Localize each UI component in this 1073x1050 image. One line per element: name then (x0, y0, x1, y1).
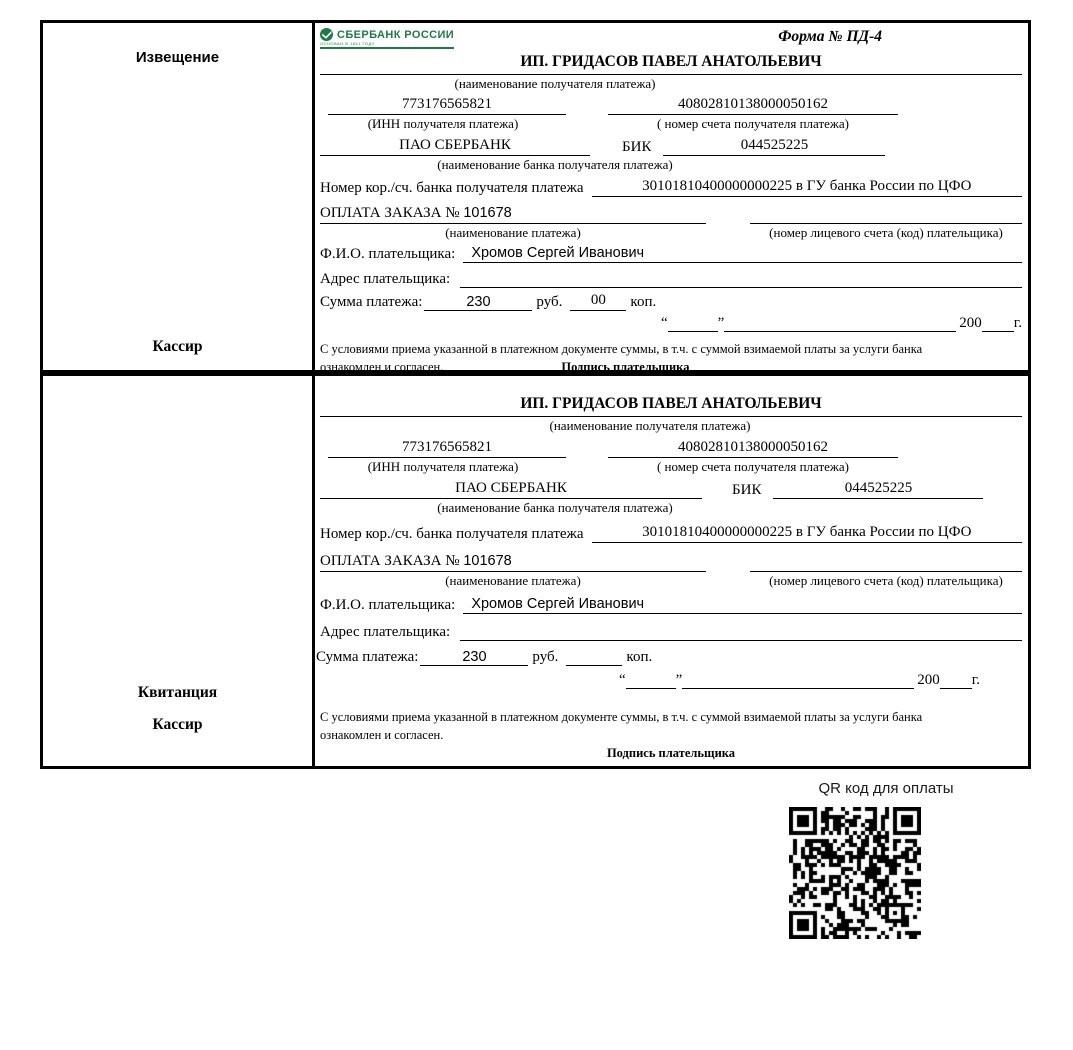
receipt-side-label: Квитанция (137, 684, 218, 701)
rub-label: руб. (532, 649, 559, 665)
bank-name-value: ПАО СБЕРБАНК (320, 480, 702, 499)
qr-code-image (789, 807, 921, 939)
amount-kop-value: 00 (570, 292, 626, 311)
payment-name-field (320, 205, 706, 224)
bank-hint: (наименование банка получателя платежа) (437, 157, 673, 172)
sum-label: Сумма платежа: (316, 649, 419, 665)
notice-side-column (43, 23, 315, 370)
kop-label: коп. (626, 649, 653, 665)
quote-open: “ (618, 672, 626, 688)
payer-code-hint: (номер лицевого счета (код) плательщика) (769, 573, 1003, 588)
corr-account-label: Номер кор./сч. банка получателя платежа (320, 526, 584, 542)
notice-cashier-label: Кассир (152, 338, 203, 355)
inn-value: 773176565821 (328, 96, 566, 115)
payment-name-field (320, 553, 706, 572)
payer-address-value (460, 620, 1022, 641)
recipient-name: ИП. ГРИДАСОВ ПАВЕЛ АНАТОЛЬЕВИЧ (320, 395, 1022, 417)
receipt-section (40, 373, 1031, 769)
order-number: 101678 (463, 553, 512, 569)
signature-label: Подпись плательщика (561, 359, 690, 374)
payer-address-label: Адрес плательщика: (320, 624, 451, 640)
recipient-name: ИП. ГРИДАСОВ ПАВЕЛ АНАТОЛЬЕВИЧ (320, 53, 1022, 75)
notice-section (40, 20, 1031, 373)
payment-name-prefix: ОПЛАТА ЗАКАЗА № (320, 205, 460, 221)
agreement-text (320, 341, 1022, 376)
account-value: 40802810138000050162 (608, 96, 898, 115)
inn-value: 773176565821 (328, 439, 566, 458)
signature-label: Подпись плательщика (606, 746, 736, 760)
quote-close: ” (675, 672, 683, 688)
receipt-cashier-label: Кассир (152, 716, 203, 733)
order-number: 101678 (463, 205, 512, 221)
kop-label: коп. (630, 294, 657, 310)
account-hint: ( номер счета получателя платежа) (656, 459, 850, 474)
recipient-hint: (наименование получателя платежа) (549, 418, 751, 433)
year-prefix: 200 (959, 315, 982, 331)
sberbank-logo (320, 28, 454, 49)
inn-hint: (ИНН получателя платежа) (367, 459, 519, 474)
corr-account-value: 30101810400000000225 в ГУ банка России по ЦФО (592, 178, 1022, 197)
payment-name-hint: (наименование платежа) (445, 225, 581, 240)
sberbank-logo-tagline: ОСНОВАН В 1841 ГОДУ (320, 41, 375, 46)
payment-name-prefix: ОПЛАТА ЗАКАЗА № (320, 553, 460, 569)
agreement-line2: ознакомлен и согласен. (320, 727, 444, 742)
amount-kop-value (566, 647, 622, 666)
payer-fio-value: Хромов Сергей Иванович (463, 245, 1022, 263)
payer-fio-label: Ф.И.О. плательщика: (320, 246, 456, 262)
account-value: 40802810138000050162 (608, 439, 898, 458)
recipient-hint: (наименование получателя платежа) (454, 76, 656, 91)
year-suffix: г. (971, 672, 980, 688)
year-blank (982, 314, 1014, 332)
sberbank-emblem-icon (320, 28, 333, 41)
sum-label: Сумма платежа: (320, 294, 423, 310)
inn-hint: (ИНН получателя платежа) (367, 116, 519, 131)
notice-content (315, 23, 1028, 374)
rub-label: руб. (536, 294, 563, 310)
amount-rub-value: 230 (424, 294, 532, 311)
form-number: Форма № ПД-4 (778, 28, 882, 45)
agreement-text (320, 709, 1022, 744)
payer-code-hint: (номер лицевого счета (код) плательщика) (769, 225, 1003, 240)
account-hint: ( номер счета получателя платежа) (656, 116, 850, 131)
payment-form-pd4 (40, 20, 1031, 769)
amount-rub-value: 230 (420, 649, 528, 666)
quote-close: ” (717, 315, 725, 331)
date-day-blank (668, 314, 718, 332)
payer-address-value (460, 267, 1022, 288)
year-blank (940, 671, 972, 689)
qr-label: QR код для оплаты (818, 780, 954, 797)
sberbank-logo-text: СБЕРБАНК РОССИИ (337, 28, 455, 41)
date-month-blank (682, 671, 914, 689)
receipt-side-column (43, 376, 315, 766)
agreement-line1: С условиями приема указанной в платежном документе суммы, в т.ч. с суммой взимаемой платы за услуги банка (320, 342, 923, 356)
date-month-blank (724, 314, 956, 332)
date-line (320, 671, 1022, 689)
notice-side-label: Извещение (135, 49, 220, 66)
bank-hint: (наименование банка получателя платежа) (437, 500, 673, 515)
payer-code-field (750, 204, 1022, 224)
date-day-blank (626, 671, 676, 689)
corr-account-label: Номер кор./сч. банка получателя платежа (320, 180, 584, 196)
payer-fio-value: Хромов Сергей Иванович (463, 596, 1022, 614)
qr-payment-block (744, 780, 984, 939)
bik-value: 044525225 (773, 480, 983, 499)
payer-address-label: Адрес плательщика: (320, 271, 451, 287)
year-suffix: г. (1013, 315, 1022, 331)
quote-open: “ (660, 315, 668, 331)
receipt-content (315, 376, 1028, 766)
bik-label: БИК (732, 482, 762, 498)
bik-value: 044525225 (663, 137, 885, 156)
corr-account-value: 30101810400000000225 в ГУ банка России по ЦФО (592, 524, 1022, 543)
date-line (320, 314, 1022, 332)
payment-name-hint: (наименование платежа) (445, 573, 581, 588)
agreement-line1: С условиями приема указанной в платежном документе суммы, в т.ч. с суммой взимаемой платы за услуги банка (320, 710, 923, 724)
year-prefix: 200 (917, 672, 940, 688)
payer-fio-label: Ф.И.О. плательщика: (320, 597, 456, 613)
payer-code-field (750, 552, 1022, 572)
bik-label: БИК (622, 139, 652, 155)
agreement-line2: ознакомлен и согласен. (320, 359, 444, 374)
bank-name-value: ПАО СБЕРБАНК (320, 137, 590, 156)
